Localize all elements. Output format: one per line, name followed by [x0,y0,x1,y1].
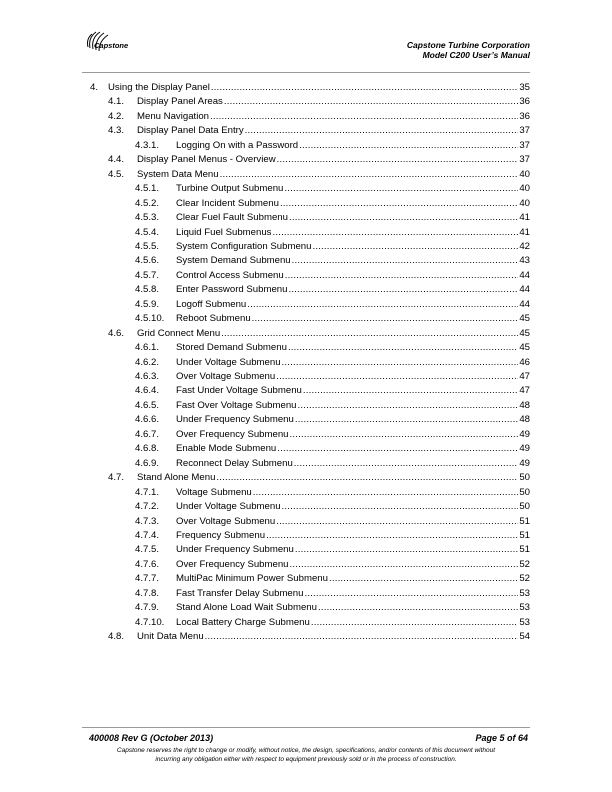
toc-entry-title: System Configuration Submenu [176,240,312,252]
svg-text:Capstone: Capstone [94,41,129,50]
toc-entry-page: 40 [519,168,530,180]
dot-leader [211,81,518,95]
dot-leader [282,356,519,370]
toc-entry[interactable] [108,630,530,644]
toc-entry-title-line [176,529,530,543]
dot-leader [252,312,519,326]
company-name: Capstone Turbine Corporation [406,40,530,50]
toc-entry-number: 4.5. [108,168,125,180]
toc-entry-title: Frequency Submenu [176,529,266,541]
toc-entry-page: 53 [519,602,530,614]
dot-leader [220,168,519,182]
toc-entry-title: Menu Navigation [137,110,209,122]
toc-entry-title: Grid Connect Menu [137,327,221,339]
toc-entry-number: 4.7.3. [135,515,160,527]
dot-leader [276,370,518,384]
toc-entry-page: 48 [519,399,530,411]
toc-entry[interactable] [135,572,530,586]
manual-title: Model C200 User’s Manual [422,50,530,60]
toc-entry[interactable] [108,124,530,138]
dot-leader [276,515,518,529]
toc-entry-title: Over Frequency Submenu [176,558,289,570]
toc-entry-title: Voltage Submenu [176,486,252,498]
toc-entry-page: 43 [519,255,530,267]
toc-entry[interactable] [135,543,530,557]
toc-entry-page: 45 [519,313,530,325]
dot-leader [272,226,518,240]
toc-entry-title: Control Access Submenu [176,269,284,281]
toc-entry-number: 4.7.6. [135,558,160,570]
toc-entry-title-line [137,124,530,138]
toc-entry-page: 50 [519,486,530,498]
toc-entry-title: System Data Menu [137,168,219,180]
dot-leader [290,428,519,442]
toc-entry-page: 51 [519,515,530,527]
toc-entry[interactable] [108,327,530,341]
toc-entry-title-line [176,616,530,630]
toc-entry-number: 4.7.5. [135,544,160,556]
toc-entry-title-line [176,197,530,211]
toc-entry-title-line [176,515,530,529]
dot-leader [205,630,519,644]
toc-entry-title: Logging On with a Password [176,139,299,151]
toc-entry-number: 4.5.1. [135,183,160,195]
toc-entry-page: 46 [519,356,530,368]
toc-entry-number: 4.7.2. [135,501,160,513]
toc-entry-title: Stand Alone Menu [137,472,216,484]
toc-entry-title-line [176,312,530,326]
toc-entry-title-line [176,341,530,355]
toc-entry[interactable] [135,139,530,153]
page-number: Page 5 of 64 [475,733,528,743]
toc-entry[interactable] [90,81,530,95]
toc-entry[interactable] [135,269,530,283]
toc-entry-page: 40 [519,197,530,209]
toc-entry[interactable] [135,197,530,211]
toc-entry-number: 4.7.10. [135,616,165,628]
toc-entry-page: 41 [519,212,530,224]
toc-entry-title-line [137,471,530,485]
toc-entry-number: 4.6.7. [135,428,160,440]
toc-entry-title-line [176,587,530,601]
toc-entry-page: 49 [519,428,530,440]
toc-entry-page: 42 [519,240,530,252]
toc-entry[interactable] [135,298,530,312]
toc-entry-page: 47 [519,371,530,382]
dot-leader [298,399,519,413]
toc-entry-number: 4.5.5. [135,240,160,252]
toc-entry-page: 45 [519,327,530,339]
toc-entry-number: 4.6.8. [135,443,160,455]
toc-entry-page: 49 [519,457,530,469]
toc-entry[interactable] [135,515,530,529]
toc-entry-title: Over Voltage Submenu [176,371,276,382]
toc-entry-title-line [176,399,530,413]
dot-leader [221,327,518,341]
dot-leader [292,254,519,268]
dot-leader [299,139,518,153]
toc-entry-title: Unit Data Menu [137,631,204,643]
toc-entry[interactable] [135,616,530,630]
toc-entry-title: Enter Password Submenu [176,284,288,296]
toc-entry-title-line [176,254,530,268]
toc-entry-page: 53 [519,616,530,628]
toc-entry-title-line [137,630,530,644]
toc-entry-title-line [176,428,530,442]
toc-entry[interactable] [135,356,530,370]
dot-leader [312,240,518,254]
toc-entry-title: Display Panel Areas [137,96,223,108]
toc-entry-number: 4.8. [108,631,125,643]
toc-entry-title: Under Voltage Submenu [176,356,281,368]
toc-entry-number: 4.1. [108,96,125,108]
toc-entry-page: 36 [519,110,530,122]
toc-entry-title-line [176,500,530,514]
dot-leader [289,211,518,225]
footer-divider [82,727,530,728]
toc-entry[interactable] [135,413,530,427]
toc-entry-title: Over Voltage Submenu [176,515,276,527]
disclaimer [82,746,530,764]
toc-entry-number: 4.7.4. [135,529,160,541]
toc-entry-title-line [176,601,530,615]
toc-entry-number: 4.3. [108,125,125,137]
header-company-block [407,40,530,60]
toc-entry-title: Turbine Output Submenu [176,183,284,195]
toc-entry-number: 4.7.7. [135,573,160,585]
toc-entry-page: 44 [519,269,530,281]
toc-entry-title-line [176,543,530,557]
toc-entry-page: 53 [519,587,530,599]
toc-entry-number: 4.6.2. [135,356,160,368]
toc-entry-title-line [176,486,530,500]
toc-entry-title-line [137,327,530,341]
toc-entry-title: Fast Transfer Delay Submenu [176,587,304,599]
dot-leader [329,572,518,586]
toc-entry[interactable] [135,529,530,543]
toc-entry[interactable] [108,95,530,109]
toc-entry-title-line [176,370,530,384]
dot-leader [216,471,518,485]
toc-entry-title: Clear Incident Submenu [176,197,279,209]
toc-entry[interactable] [135,500,530,514]
dot-leader [253,486,519,500]
dot-leader [290,558,519,572]
dot-leader [210,110,518,124]
toc-entry[interactable] [135,370,530,384]
toc-entry-title-line [176,226,530,240]
toc-entry-title: Fast Under Voltage Submenu [176,385,302,397]
toc-entry-title: Enable Mode Submenu [176,443,277,455]
toc-entry[interactable] [135,226,530,240]
toc-entry[interactable] [108,168,530,182]
toc-entry-number: 4.6.9. [135,457,160,469]
toc-entry-title-line [137,168,530,182]
toc-entry-title-line [176,283,530,297]
dot-leader [294,457,519,471]
disclaimer-line: Capstone reserves the right to change or modify, without notice, the design, specifications, and/or contents of this document without [116,747,496,754]
toc-entry-number: 4.6.4. [135,385,160,397]
toc-entry-title: Under Voltage Submenu [176,501,281,513]
toc-entry-page: 54 [519,631,530,643]
toc-entry-title-line [176,240,530,254]
dot-leader [318,601,518,615]
capstone-logo [82,31,144,59]
toc-entry-page: 52 [519,558,530,570]
toc-entry[interactable] [135,211,530,225]
dot-leader [288,341,518,355]
toc-entry-title: Fast Over Voltage Submenu [176,399,297,411]
dot-leader [303,384,518,398]
dot-leader [295,413,518,427]
dot-leader [311,616,518,630]
toc-entry-number: 4.4. [108,154,125,166]
toc-entry-page: 50 [519,501,530,513]
toc-entry-number: 4.5.2. [135,197,160,209]
toc-entry-number: 4.5.8. [135,284,160,296]
toc-entry-page: 44 [519,284,530,296]
toc-entry-number: 4.6.1. [135,342,160,354]
dot-leader [288,283,518,297]
toc-entry-page: 50 [519,472,530,484]
toc-entry[interactable] [135,341,530,355]
toc-entry[interactable] [135,283,530,297]
disclaimer-line: incurring any obligation either with respect to equipment previously sold or in the process of construction. [155,756,457,763]
toc-entry[interactable] [135,486,530,500]
toc-entry[interactable] [135,442,530,456]
dot-leader [282,500,519,514]
toc-entry-number: 4.5.7. [135,269,160,281]
toc-entry-number: 4.7.8. [135,587,160,599]
toc-entry-number: 4.5.3. [135,212,160,224]
toc-entry-title: Reconnect Delay Submenu [176,457,293,469]
toc-entry-title: Logoff Submenu [176,298,247,310]
toc-entry-number: 4.7. [108,472,125,484]
toc-entry-page: 35 [519,82,530,93]
toc-entry-title: Display Panel Menus - Overview [137,154,276,166]
toc-entry-page: 37 [519,139,530,151]
toc-entry[interactable] [108,153,530,167]
toc-entry-title-line [176,356,530,370]
toc-entry-page: 51 [519,544,530,556]
toc-entry[interactable] [135,240,530,254]
document-revision: 400008 Rev G (October 2013) [89,733,214,743]
toc-entry-page: 52 [519,573,530,585]
toc-entry-number: 4. [90,82,99,93]
toc-entry-title: Clear Fuel Fault Submenu [176,212,288,224]
toc-entry-title: Local Battery Charge Submenu [176,616,310,628]
toc-entry-number: 4.6.6. [135,414,160,426]
toc-entry-page: 51 [519,529,530,541]
header-divider [82,72,530,73]
toc-entry-page: 40 [519,183,530,195]
toc-entry-page: 37 [519,154,530,166]
toc-entry-title: Liquid Fuel Submenus [176,226,272,238]
toc-entry-title: System Demand Submenu [176,255,291,267]
toc-entry[interactable] [135,428,530,442]
toc-entry-title: Stored Demand Submenu [176,342,287,354]
dot-leader [304,587,518,601]
toc-entry-title: Display Panel Data Entry [137,125,244,137]
toc-entry-title-line [176,558,530,572]
dot-leader [224,95,518,109]
toc-entry-page: 44 [519,298,530,310]
dot-leader [266,529,518,543]
dot-leader [285,269,519,283]
toc-entry-title: Reboot Submenu [176,313,251,325]
toc-entry-title-line [137,110,530,124]
toc-entry-title-line [176,442,530,456]
toc-entry-title-line [108,81,530,95]
dot-leader [277,442,518,456]
toc-entry-title-line [176,139,530,153]
toc-entry-title-line [176,572,530,586]
toc-entry-page: 47 [519,385,530,397]
toc-entry-title: Stand Alone Load Wait Submenu [176,602,317,614]
toc-entry-title-line [176,298,530,312]
toc-entry[interactable] [135,399,530,413]
toc-entry[interactable] [108,471,530,485]
dot-leader [284,182,518,196]
toc-entry-title-line [176,457,530,471]
toc-entry-page: 48 [519,414,530,426]
toc-entry-number: 4.7.9. [135,602,160,614]
toc-entry-title-line [176,269,530,283]
toc-entry[interactable] [135,254,530,268]
toc-entry-number: 4.6.5. [135,399,160,411]
dot-leader [280,197,518,211]
toc-entry-number: 4.5.4. [135,226,160,238]
toc-entry-title: Under Frequency Submenu [176,544,294,556]
toc-entry-title: Using the Display Panel [108,82,210,93]
toc-entry[interactable] [135,587,530,601]
toc-entry-title-line [137,95,530,109]
toc-entry[interactable] [135,558,530,572]
toc-entry-number: 4.3.1. [135,139,160,151]
toc-entry[interactable] [135,312,530,326]
toc-entry-number: 4.6.3. [135,371,160,382]
dot-leader [247,298,518,312]
toc-entry-title-line [137,153,530,167]
toc-entry-page: 36 [519,96,530,108]
toc-entry-number: 4.5.10. [135,313,165,325]
toc-entry-page: 41 [519,226,530,238]
toc-entry-number: 4.5.9. [135,298,160,310]
toc-entry-number: 4.2. [108,110,125,122]
toc-entry[interactable] [108,110,530,124]
dot-leader [277,153,519,167]
toc-entry[interactable] [135,182,530,196]
toc-entry[interactable] [135,457,530,471]
toc-entry-title: Under Frequency Submenu [176,414,294,426]
toc-entry-title-line [176,384,530,398]
toc-entry-page: 37 [519,125,530,137]
toc-entry-number: 4.6. [108,327,125,339]
toc-entry-title-line [176,211,530,225]
dot-leader [295,543,518,557]
toc-entry-number: 4.5.6. [135,255,160,267]
toc-entry[interactable] [135,601,530,615]
toc-entry-title-line [176,413,530,427]
toc-entry[interactable] [135,384,530,398]
dot-leader [245,124,519,138]
toc-entry-title: MultiPac Minimum Power Submenu [176,573,328,585]
toc-entry-title: Over Frequency Submenu [176,428,289,440]
toc-entry-page: 49 [519,443,530,455]
toc-entry-title-line [176,182,530,196]
toc-entry-number: 4.7.1. [135,486,160,498]
toc-entry-page: 45 [519,342,530,354]
